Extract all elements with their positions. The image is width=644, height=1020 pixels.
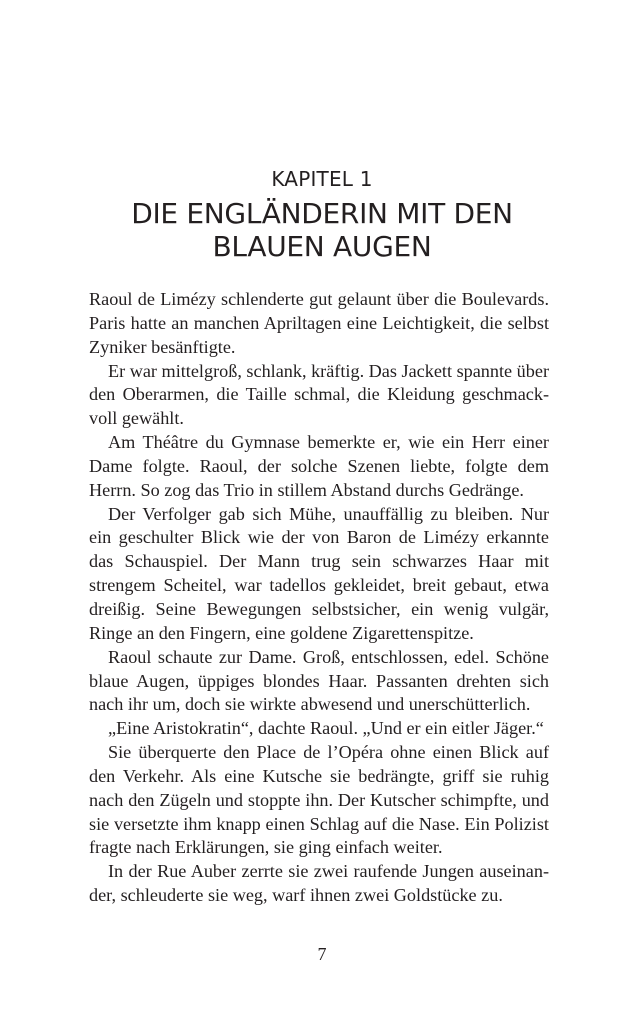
paragraph: Er war mittelgroß, schlank, kräftig. Das Jackett spannte über den Oberarmen, die Taille schmal, die Kleidung geschmackvoll gewählt. [89,360,549,429]
paragraph: Raoul de Limézy schlenderte gut gelaunt über die Boulevards. Paris hatte an manchen Apriltagen eine Leichtigkeit, die selbst Zyniker besänftigte. [89,289,549,357]
body-text [89,288,549,908]
paragraph: Sie überquerte den Place de l’Opéra ohne einen Blick auf den Verkehr. Als eine Kutsche sie bedrängte, griff sie ruhig nach den Zügeln und stoppte ihn. Der Kutscher schimpfte, und sie versetzte ihm knapp einen Schlag auf die Nase. Ein Polizist fragte nach Erklärungen, sie ging einfach weiter. [89,742,549,858]
chapter-title-line-1: DIE ENGLÄNDERIN MIT DEN [131,197,513,230]
paragraph: „Eine Aristokratin“, dachte Raoul. „Und er ein eitler Jäger.“ [108,718,544,739]
page-number: 7 [317,944,327,964]
chapter-title-line-2: BLAUEN AUGEN [212,230,432,263]
paragraph: Der Verfolger gab sich Mühe, unauffällig zu bleiben. Nur ein geschulter Blick wie der von Baron de Limézy erkannte das Schauspiel. Der Mann trug sein schwarzes Haar mit strengem Scheitel, war tadellos gekleidet, breit gebaut, etwa dreißig. Seine Bewegungen selbstsicher, ein wenig vulgär, Ringe an den Fingern, eine goldene Zigarettenspitze. [89,503,549,643]
paragraph: Am Théâtre du Gymnase bemerkte er, wie ein Herr einer Dame folgte. Raoul, der solche Szenen liebte, folgte dem Herrn. So zog das Trio in stillem Abstand durchs Gedränge. [89,432,549,500]
chapter-title [0,197,644,263]
chapter-label: KAPITEL 1 [271,167,373,191]
paragraph: In der Rue Auber zerrte sie zwei raufende Jungen auseinander, schleuderte sie weg, warf ihnen zwei Goldstücke zu. [89,861,549,906]
paragraph: Raoul schaute zur Dame. Groß, entschlossen, edel. Schöne blaue Augen, üppiges blondes Haar. Passanten drehten sich nach ihr um, doch sie wirkte abwesend und unerschütterlich. [89,646,549,715]
